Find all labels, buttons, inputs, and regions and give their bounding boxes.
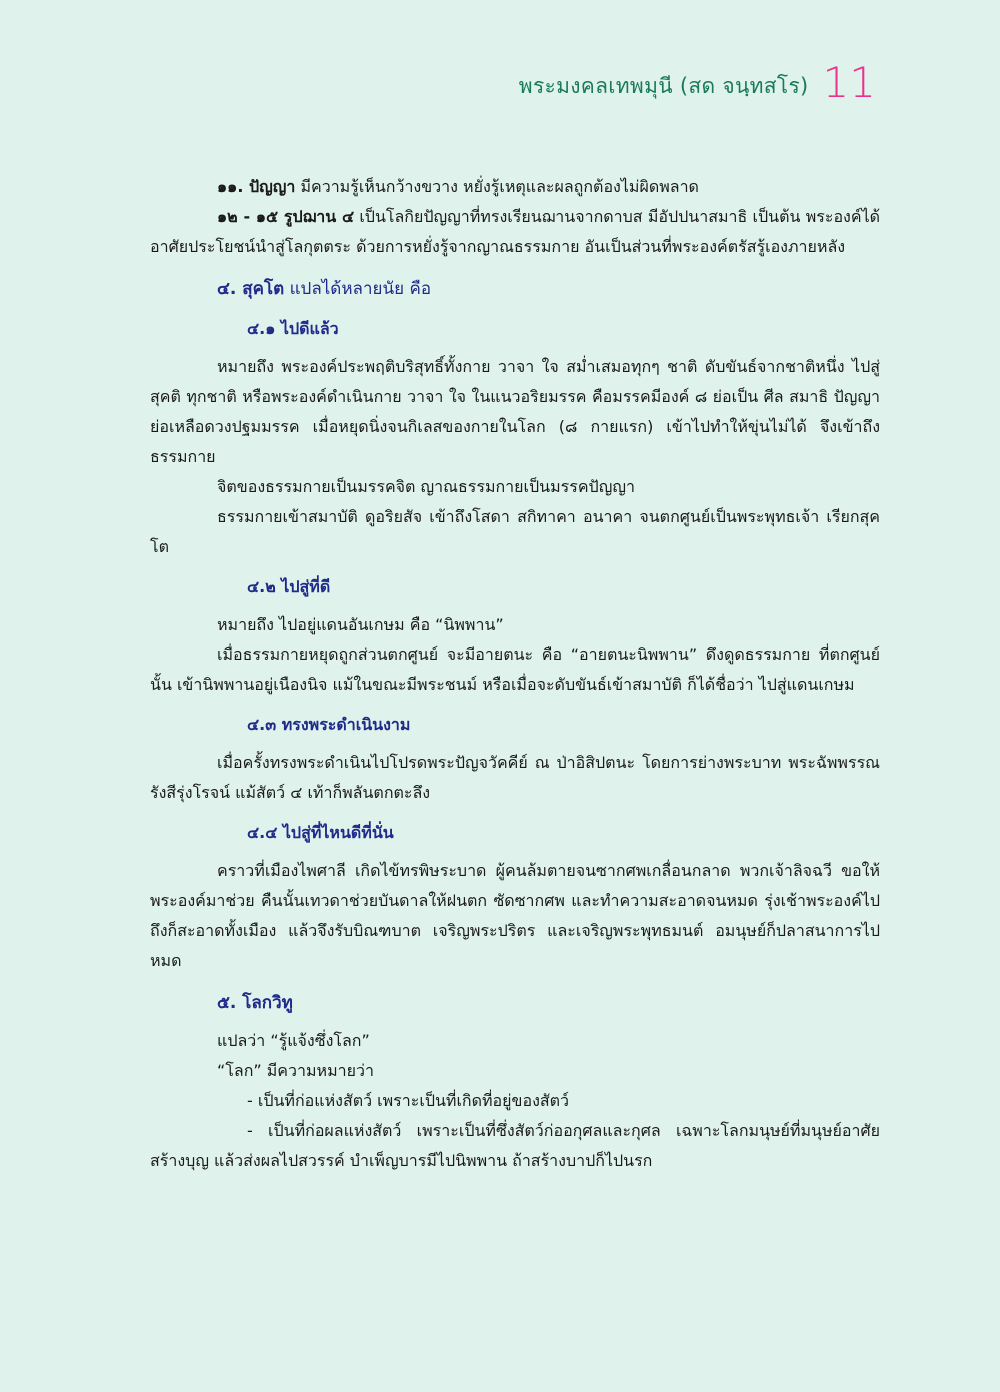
paragraph-4-1-a: หมายถึง พระองค์ประพฤติบริสุทธิ์ทั้งกาย วาจา ใจ สม่ำเสมอทุกๆ ชาติ ดับขันธ์จากชาติหนึ่ง ไปสู่สุคติ ทุกชาติ หรือพระองค์ดำเนินกาย วาจา ใจ ในแนวอริยมรรค คือมรรคมีองค์ ๘ ย่อเป็น ศีล สมาธิ ปัญญา ย่อเหลือดวงปฐมมรรค เมื่อหยุดนิ่งจนกิเลสของกายในโลก (๘ กายแรก) เข้าไปทำให้ขุ่นไม่ได้ จึงเข้าถึงธรรมกาย bbox=[150, 357, 880, 466]
page-header bbox=[518, 58, 876, 107]
paragraph-12-15 bbox=[150, 202, 880, 262]
paragraph-5-b: “โลก” มีความหมายว่า bbox=[217, 1061, 374, 1080]
paragraph-4-4: คราวที่เมืองไพศาลี เกิดไข้ทรพิษระบาด ผู้คนล้มตายจนซากศพเกลื่อนกลาด พวกเจ้าลิจฉวี ขอให้พระองค์มาช่วย คืนนั้นเทวดาช่วยบันดาลให้ฝนตก ซัดซากศพ และทำความสะอาดจนหมด รุ่งเช้าพระองค์ไปถึงก็สะอาดทั้งเมือง แล้วจึงรับบิณฑบาต เจริญพระปริตร และเจริญพระพุทธมนต์ อมนุษย์ก็ปลาสนาการไปหมด bbox=[150, 861, 880, 970]
paragraph-4-1-b: จิตของธรรมกายเป็นมรรคจิต ญาณธรรมกายเป็นมรรคปัญญา bbox=[217, 477, 635, 496]
paragraph-4-2-b: เมื่อธรรมกายหยุดถูกส่วนตกศูนย์ จะมีอายตนะ คือ “อายตนะนิพพาน” ดึงดูดธรรมกาย ที่ตกศูนย์นั้น เข้านิพพานอยู่เนืองนิจ แม้ในขณะมีพระชนม์ หรือเมื่อจะดับขันธ์เข้าสมาบัติ ก็ได้ชื่อว่า ไปสู่แดนเกษม bbox=[150, 645, 880, 694]
heading-4-3: ๔.๓ ทรงพระดำเนินงาม bbox=[247, 715, 411, 734]
paragraph-text: เป็นโลกิยปัญญาที่ทรงเรียนฌานจากดาบส มีอัปปนาสมาธิ เป็นต้น พระองค์ได้อาศัยประโยชน์นำสู่โลกุตตระ ด้วยการหยั่งรู้จากญาณธรรมกาย อันเป็นส่วนที่พระองค์ตรัสรู้เองภายหลัง bbox=[150, 207, 880, 256]
running-title: พระมงคลเทพมุนี (สด จนฺทสโร) bbox=[518, 74, 809, 98]
paragraph-4-3: เมื่อครั้งทรงพระดำเนินไปโปรดพระปัญจวัคคีย์ ณ ป่าอิสิปตนะ โดยการย่างพระบาท พระฉัพพรรณรังสีรุ่งโรจน์ แม้สัตว์ ๔ เท้าก็พลันตกตะลึง bbox=[150, 753, 880, 802]
heading-label: ๔. สุคโต bbox=[217, 279, 285, 299]
heading-4-1: ๔.๑ ไปดีแล้ว bbox=[247, 319, 339, 338]
paragraph-11 bbox=[150, 172, 880, 202]
paragraph-text: มีความรู้เห็นกว้างขวาง หยั่งรู้เหตุและผลถูกต้องไม่ผิดพลาด bbox=[295, 177, 699, 196]
paragraph-5-a: แปลว่า “รู้แจ้งซึ่งโลก” bbox=[217, 1031, 370, 1050]
bullet-5-d: - เป็นที่ก่อผลแห่งสัตว์ เพราะเป็นที่ซึ่งสัตว์ก่ออกุศลและกุศล เฉพาะโลกมนุษย์ที่มนุษย์อาศัยสร้างบุญ แล้วส่งผลไปสวรรค์ บำเพ็ญบารมีไปนิพพาน ถ้าสร้างบาปก็ไปนรก bbox=[150, 1121, 880, 1170]
document-body bbox=[150, 172, 880, 1176]
paragraph-4-1-c: ธรรมกายเข้าสมาบัติ ดูอริยสัจ เข้าถึงโสดา สกิทาคา อนาคา จนตกศูนย์เป็นพระพุทธเจ้า เรียกสุคโต bbox=[150, 507, 880, 556]
heading-text: แปลได้หลายนัย คือ bbox=[284, 279, 432, 299]
bullet-5-c: - เป็นที่ก่อแห่งสัตว์ เพราะเป็นที่เกิดที่อยู่ของสัตว์ bbox=[247, 1091, 570, 1110]
heading-5-lokavidu: ๕. โลกวิทู bbox=[217, 993, 293, 1013]
heading-4-4: ๔.๔ ไปสู่ที่ไหนดีที่นั่น bbox=[247, 823, 394, 842]
page-number: 11 bbox=[822, 58, 876, 107]
paragraph-4-2-a: หมายถึง ไปอยู่แดนอันเกษม คือ “นิพพาน” bbox=[217, 615, 504, 634]
term-rupajhana: ๑๒ - ๑๕ รูปฌาน ๔ bbox=[217, 207, 355, 226]
heading-4-2: ๔.๒ ไปสู่ที่ดี bbox=[247, 577, 331, 596]
heading-4-sugato bbox=[217, 274, 880, 304]
term-panya: ๑๑. ปัญญา bbox=[217, 177, 296, 196]
